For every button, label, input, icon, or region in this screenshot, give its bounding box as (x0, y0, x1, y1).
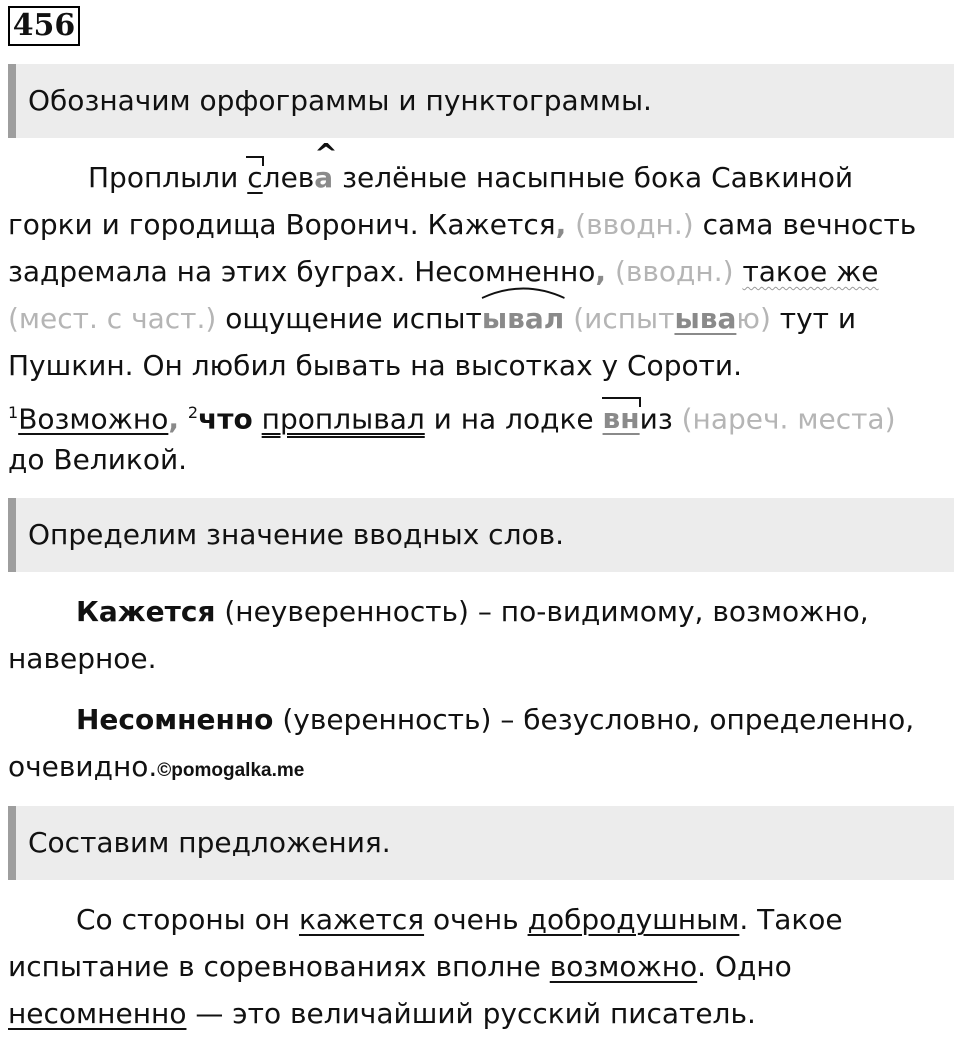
spelling-mark-prefix: вн (603, 395, 640, 442)
underlined-word: такое же (742, 255, 879, 288)
text-line (8, 635, 954, 682)
text-line (8, 389, 954, 436)
text-fragment: наверное. (8, 642, 157, 675)
text-line (8, 342, 954, 389)
sentences (8, 896, 954, 1037)
predicate: проплывал (261, 402, 425, 436)
text-line (8, 990, 954, 1037)
note-vvodn: (вводн.) (614, 255, 734, 288)
text-fragment: сама вечность (693, 208, 917, 241)
text-fragment: и на лодке (424, 402, 603, 436)
text-fragment: — это величайший русский писатель. (186, 997, 756, 1030)
text-fragment: задремала на этих буграх. Несомненно (8, 255, 596, 288)
definitions (8, 588, 954, 790)
text-fragment: (уверенность) – безусловно, определенно, (273, 703, 915, 736)
text-fragment: испытание в соревнованиях вполне (8, 950, 550, 983)
text-fragment: лев (262, 161, 315, 194)
text-fragment: из (639, 402, 682, 436)
term: Кажется (76, 595, 216, 628)
text-fragment: (испыт (573, 302, 675, 335)
spelling-mark-prefix: с (247, 154, 262, 201)
section-heading-sentences: Составим предложения. (8, 806, 954, 880)
text-fragment: Пушкин. Он любил бывать на высотках у Сороти. (8, 349, 743, 382)
suffix-arc-mark (482, 295, 564, 342)
suffix-text: ывал (481, 302, 565, 335)
text-fragment: . Такое (739, 903, 843, 936)
text-fragment: до Великой. (8, 443, 188, 476)
text-fragment: очевидно. (8, 750, 158, 783)
punctuation-comma: , (168, 402, 179, 436)
arc-icon (482, 285, 564, 299)
underlined-word: Возможно (18, 402, 169, 436)
text-fragment: ощущение испыт (216, 302, 482, 335)
underlined-word: возможно (549, 950, 698, 983)
conjunction: что (198, 402, 253, 436)
text-fragment: Проплыли (88, 161, 248, 194)
section-heading-introductory: Определим значение вводных слов. (8, 498, 954, 572)
text-fragment: тут и (770, 302, 857, 335)
clause-number: 1 (8, 403, 19, 422)
clause-number: 2 (187, 403, 199, 422)
text-line (8, 743, 954, 790)
text-line (8, 154, 954, 201)
note-check-word (573, 302, 771, 335)
text-line (8, 201, 954, 248)
underlined-word: несомненно (8, 997, 187, 1030)
underlined-word: добродушным (527, 903, 740, 936)
note-narech: (нареч. места) (681, 402, 896, 436)
text-fragment: очень (424, 903, 528, 936)
text-line (8, 896, 954, 943)
section-heading-orthograms: Обозначим орфограммы и пунктограммы. (8, 64, 954, 138)
stressed-vowel: ыва (674, 302, 737, 335)
text-line (8, 696, 954, 743)
text-fragment: Со стороны он (76, 903, 299, 936)
text-fragment: (неуверенность) – по-видимому, возможно, (215, 595, 869, 628)
watermark: ©pomogalka.me (157, 760, 305, 781)
spelling-mark-ending: ^ а (314, 154, 333, 201)
text-fragment: ю) (736, 302, 771, 335)
underlined-word: кажется (298, 903, 425, 936)
punctuation-comma: , (595, 255, 607, 288)
exercise-number: 456 (8, 6, 80, 46)
note-vvodn: (вводн.) (575, 208, 694, 241)
text-line (8, 943, 954, 990)
text-fragment: горки и городища Воронич. Кажется (8, 208, 556, 241)
text-fragment: зелёные насыпные бока Савкиной (333, 161, 854, 194)
punctuation-comma: , (555, 208, 567, 241)
text-fragment: . Одно (697, 950, 792, 983)
text-line (8, 588, 954, 635)
text-line (8, 295, 954, 342)
term: Несомненно (76, 703, 274, 736)
annotated-text (8, 154, 954, 483)
text-line (8, 436, 954, 483)
note-mest: (мест. с част.) (8, 302, 217, 335)
